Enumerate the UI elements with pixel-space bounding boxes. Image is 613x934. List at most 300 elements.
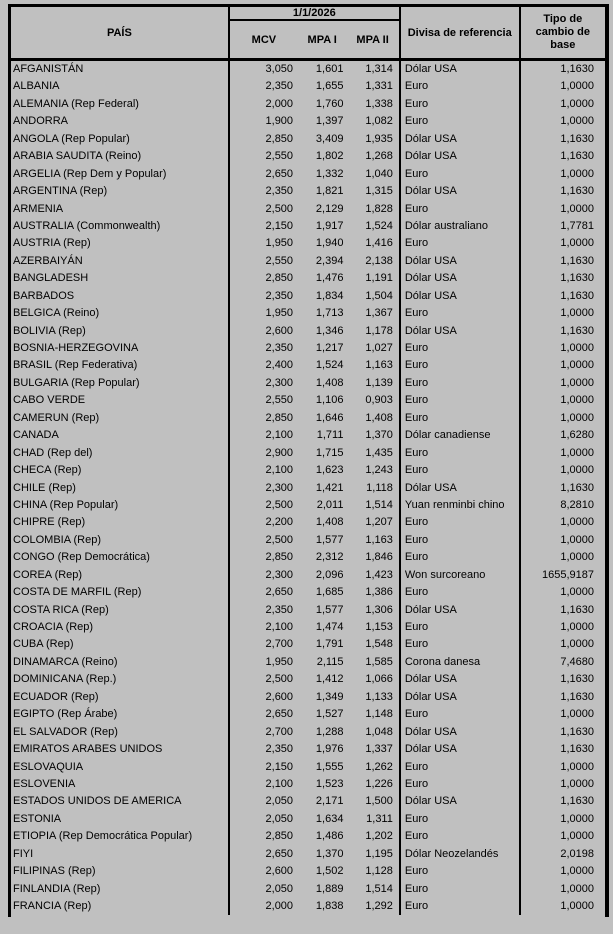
cell-mpa-i: 1,685 xyxy=(315,586,344,599)
cell-tipo-cambio: 1,0000 xyxy=(519,619,605,636)
cell-tipo-cambio: 1,1630 xyxy=(519,602,605,619)
cell-number-group xyxy=(228,549,399,566)
cell-tipo-cambio: 1,0000 xyxy=(519,584,605,601)
table-row xyxy=(11,497,605,514)
cell-number-group xyxy=(228,183,399,200)
cell-divisa: Dólar USA xyxy=(399,288,519,305)
cell-mpa-i: 2,011 xyxy=(316,498,344,511)
cell-number-group xyxy=(228,357,399,374)
cell-number-group xyxy=(228,270,399,287)
table-row xyxy=(11,619,605,636)
table-row xyxy=(11,881,605,898)
cell-mpa-i: 1,838 xyxy=(315,900,344,912)
cell-pais: BARBADOS xyxy=(13,289,75,302)
cell-pais: COSTA RICA (Rep) xyxy=(13,603,109,616)
cell-mpa-ii: 1,524 xyxy=(365,219,393,232)
cell-divisa: Dólar USA xyxy=(399,253,519,270)
cell-number-group xyxy=(228,445,399,462)
cell-pais: COSTA DE MARFIL (Rep) xyxy=(13,586,142,599)
cell-mpa-i: 1,577 xyxy=(315,533,344,546)
cell-tipo-cambio: 1,0000 xyxy=(519,706,605,723)
cell-mpa-ii: 1,202 xyxy=(365,830,393,843)
table-row xyxy=(11,584,605,601)
cell-number-group xyxy=(228,776,399,793)
table-row xyxy=(11,96,605,113)
table-row xyxy=(11,706,605,723)
cell-divisa: Euro xyxy=(399,340,519,357)
cell-divisa: Euro xyxy=(399,776,519,793)
cell-divisa: Euro xyxy=(399,898,519,915)
cell-mpa-ii: 1,314 xyxy=(365,63,393,75)
header-divisa: Divisa de referencia xyxy=(399,7,519,58)
cell-divisa: Euro xyxy=(399,235,519,252)
cell-mpa-i: 1,332 xyxy=(315,167,344,180)
header-date: 1/1/2026 xyxy=(230,7,399,21)
cell-mpa-ii: 1,846 xyxy=(365,551,393,564)
cell-pais: EL SALVADOR (Rep) xyxy=(13,725,118,738)
cell-pais: ESLOVAQUIA xyxy=(13,760,84,773)
cell-mpa-i: 1,408 xyxy=(315,376,344,389)
cell-pais: BANGLADESH xyxy=(13,272,89,285)
cell-mpa-ii: 1,027 xyxy=(365,342,393,354)
cell-mpa-ii: 1,435 xyxy=(365,446,393,459)
cell-tipo-cambio: 1,1630 xyxy=(519,288,605,305)
cell-mpa-i: 1,623 xyxy=(315,464,344,477)
cell-pais: AUSTRALIA (Commonwealth) xyxy=(13,219,161,232)
cell-divisa: Euro xyxy=(399,828,519,845)
cell-mpa-ii: 1,207 xyxy=(365,516,393,529)
cell-tipo-cambio: 1,1630 xyxy=(519,741,605,758)
cell-mpa-ii: 1,331 xyxy=(365,80,393,93)
cell-mpa-ii: 1,243 xyxy=(365,464,393,477)
rates-table xyxy=(8,4,609,917)
cell-mcv: 2,300 xyxy=(265,568,294,581)
cell-mpa-ii: 1,262 xyxy=(365,760,393,773)
cell-number-group xyxy=(228,567,399,584)
cell-divisa: Euro xyxy=(399,706,519,723)
cell-mpa-i: 1,889 xyxy=(315,882,344,895)
table-row xyxy=(11,148,605,165)
cell-mcv: 2,350 xyxy=(265,342,294,354)
cell-mpa-ii: 1,148 xyxy=(365,708,393,721)
cell-mpa-ii: 1,118 xyxy=(366,481,393,494)
cell-divisa: Euro xyxy=(399,549,519,566)
cell-mcv: 2,150 xyxy=(265,219,294,232)
cell-mpa-i: 1,917 xyxy=(315,219,344,232)
cell-mcv: 2,350 xyxy=(265,289,294,302)
cell-divisa: Dólar USA xyxy=(399,724,519,741)
table-row xyxy=(11,567,605,584)
cell-mpa-ii: 1,367 xyxy=(365,307,393,320)
table-row xyxy=(11,811,605,828)
cell-mpa-ii: 1,306 xyxy=(365,603,393,616)
cell-mpa-ii: 1,128 xyxy=(365,865,393,878)
cell-number-group xyxy=(228,654,399,671)
cell-pais: CROACIA (Rep) xyxy=(13,621,94,633)
header-date-group xyxy=(228,7,399,58)
cell-pais: ECUADOR (Rep) xyxy=(13,690,99,703)
cell-tipo-cambio: 1,0000 xyxy=(519,759,605,776)
cell-pais: ANDORRA xyxy=(13,115,69,128)
cell-tipo-cambio: 1,1630 xyxy=(519,793,605,810)
cell-divisa: Dólar USA xyxy=(399,689,519,706)
table-row xyxy=(11,392,605,409)
cell-pais: ARMENIA xyxy=(13,202,64,215)
table-row xyxy=(11,636,605,653)
header-pais: PAÍS xyxy=(106,26,132,39)
table-row xyxy=(11,253,605,270)
table-row xyxy=(11,410,605,427)
cell-tipo-cambio: 1,6280 xyxy=(519,427,605,444)
cell-tipo-cambio: 1,1630 xyxy=(519,689,605,706)
cell-pais: CHECA (Rep) xyxy=(13,464,82,477)
cell-pais: ESTADOS UNIDOS DE AMERICA xyxy=(13,795,182,808)
cell-number-group xyxy=(228,288,399,305)
table-row xyxy=(11,218,605,235)
header-mpa-i: MPA I xyxy=(307,33,337,46)
cell-tipo-cambio: 1,1630 xyxy=(519,480,605,497)
cell-number-group xyxy=(228,96,399,113)
table-row xyxy=(11,480,605,497)
cell-mpa-i: 1,791 xyxy=(315,638,344,651)
cell-number-group xyxy=(228,131,399,148)
cell-divisa: Euro xyxy=(399,584,519,601)
cell-pais: ALBANIA xyxy=(13,80,60,93)
cell-divisa: Dólar USA xyxy=(399,671,519,688)
cell-mpa-ii: 1,195 xyxy=(365,847,393,860)
cell-number-group xyxy=(228,462,399,479)
cell-pais: FILIPINAS (Rep) xyxy=(13,865,96,878)
cell-pais: ARGENTINA (Rep) xyxy=(13,185,108,198)
cell-mcv: 2,000 xyxy=(265,97,294,110)
cell-mcv: 1,950 xyxy=(265,655,294,668)
cell-mpa-ii: 1,500 xyxy=(365,795,393,808)
cell-mpa-i: 3,409 xyxy=(315,132,344,145)
cell-mcv: 2,550 xyxy=(265,254,294,267)
cell-mpa-ii: 1,514 xyxy=(365,498,393,511)
cell-mcv: 2,050 xyxy=(265,882,294,895)
cell-mcv: 2,600 xyxy=(265,324,294,337)
cell-divisa: Dólar Neozelandés xyxy=(399,846,519,863)
cell-tipo-cambio: 2,0198 xyxy=(519,846,605,863)
cell-number-group xyxy=(228,148,399,165)
table-row xyxy=(11,776,605,793)
table-row xyxy=(11,427,605,444)
cell-mpa-i: 1,412 xyxy=(315,673,344,686)
table-row xyxy=(11,602,605,619)
cell-mcv: 2,100 xyxy=(265,777,294,790)
table-row xyxy=(11,741,605,758)
cell-mpa-i: 1,634 xyxy=(315,812,344,825)
cell-mcv: 2,350 xyxy=(265,185,294,198)
cell-divisa: Dólar USA xyxy=(399,61,519,78)
cell-divisa: Dólar australiano xyxy=(399,218,519,235)
cell-mcv: 2,350 xyxy=(265,603,294,616)
cell-tipo-cambio: 1,0000 xyxy=(519,514,605,531)
table-row xyxy=(11,445,605,462)
cell-pais: FINLANDIA (Rep) xyxy=(13,882,101,895)
cell-divisa: Corona danesa xyxy=(399,654,519,671)
cell-mpa-i: 1,821 xyxy=(315,185,344,198)
cell-mpa-ii: 1,191 xyxy=(365,272,393,285)
table-row xyxy=(11,375,605,392)
cell-number-group xyxy=(228,392,399,409)
cell-tipo-cambio: 1,1630 xyxy=(519,131,605,148)
cell-mpa-i: 2,312 xyxy=(315,551,344,564)
cell-mpa-ii: 1,370 xyxy=(365,429,393,442)
cell-mpa-i: 1,476 xyxy=(315,272,344,285)
cell-mpa-i: 1,655 xyxy=(315,80,344,93)
table-row xyxy=(11,793,605,810)
cell-pais: CANADA xyxy=(13,429,59,442)
cell-number-group xyxy=(228,619,399,636)
cell-number-group xyxy=(228,305,399,322)
cell-divisa: Euro xyxy=(399,96,519,113)
cell-tipo-cambio: 1,0000 xyxy=(519,549,605,566)
cell-number-group xyxy=(228,235,399,252)
cell-mpa-i: 1,555 xyxy=(315,760,344,773)
cell-pais: CABO VERDE xyxy=(13,394,86,407)
cell-number-group xyxy=(228,61,399,78)
table-row xyxy=(11,863,605,880)
cell-pais: COLOMBIA (Rep) xyxy=(13,533,102,546)
cell-mcv: 2,650 xyxy=(265,847,294,860)
cell-tipo-cambio: 1,0000 xyxy=(519,776,605,793)
cell-number-group xyxy=(228,514,399,531)
cell-tipo-cambio: 1,0000 xyxy=(519,811,605,828)
cell-mpa-ii: 1,139 xyxy=(365,376,393,389)
cell-pais: BRASIL (Rep Federativa) xyxy=(13,359,138,372)
cell-mcv: 2,500 xyxy=(265,673,294,686)
cell-pais: BOSNIA-HERZEGOVINA xyxy=(13,342,139,354)
cell-mpa-i: 1,577 xyxy=(315,603,344,616)
cell-pais: AFGANISTÁN xyxy=(13,63,84,75)
cell-mcv: 2,650 xyxy=(265,708,294,721)
table-row xyxy=(11,671,605,688)
table-body xyxy=(11,61,605,917)
cell-mcv: 2,850 xyxy=(265,551,294,564)
cell-tipo-cambio: 1,0000 xyxy=(519,828,605,845)
cell-mpa-ii: 1,163 xyxy=(365,359,393,372)
table-row xyxy=(11,288,605,305)
table-row xyxy=(11,514,605,531)
cell-tipo-cambio: 1,0000 xyxy=(519,898,605,915)
cell-mpa-ii: 1,292 xyxy=(365,900,393,912)
cell-mpa-ii: 1,585 xyxy=(365,655,393,668)
table-row xyxy=(11,898,605,915)
cell-tipo-cambio: 1,1630 xyxy=(519,253,605,270)
cell-pais: AZERBAIYÁN xyxy=(13,254,83,267)
cell-mcv: 2,700 xyxy=(265,638,294,651)
cell-mcv: 2,150 xyxy=(265,760,294,773)
table-row xyxy=(11,357,605,374)
cell-divisa: Euro xyxy=(399,78,519,95)
cell-pais: FIYI xyxy=(13,847,34,860)
cell-mpa-i: 1,106 xyxy=(315,394,344,407)
cell-divisa: Euro xyxy=(399,201,519,218)
cell-divisa: Euro xyxy=(399,392,519,409)
table-row xyxy=(11,131,605,148)
cell-pais: AUSTRIA (Rep) xyxy=(13,237,91,250)
cell-mpa-i: 1,217 xyxy=(315,342,344,354)
cell-mcv: 2,100 xyxy=(265,429,294,442)
cell-number-group xyxy=(228,881,399,898)
cell-divisa: Euro xyxy=(399,619,519,636)
cell-pais: ETIOPIA (Rep Democrática Popular) xyxy=(13,830,193,843)
cell-pais: ESLOVENIA xyxy=(13,777,76,790)
cell-mcv: 2,050 xyxy=(265,812,294,825)
cell-tipo-cambio: 1,0000 xyxy=(519,462,605,479)
cell-number-group xyxy=(228,671,399,688)
cell-mpa-i: 1,397 xyxy=(315,115,344,128)
cell-divisa: Dólar USA xyxy=(399,741,519,758)
cell-number-group xyxy=(228,497,399,514)
cell-mcv: 2,650 xyxy=(265,586,294,599)
cell-mpa-i: 1,502 xyxy=(315,865,344,878)
cell-mpa-i: 1,408 xyxy=(315,516,344,529)
cell-pais: BULGARIA (Rep Popular) xyxy=(13,376,140,389)
table-row xyxy=(11,828,605,845)
table-row xyxy=(11,549,605,566)
cell-divisa: Euro xyxy=(399,532,519,549)
cell-mpa-ii: 1,082 xyxy=(365,115,393,128)
cell-mpa-ii: 1,040 xyxy=(365,167,393,180)
table-row xyxy=(11,183,605,200)
cell-mpa-i: 1,834 xyxy=(315,289,344,302)
cell-divisa: Euro xyxy=(399,113,519,130)
cell-number-group xyxy=(228,793,399,810)
cell-pais: CHAD (Rep del) xyxy=(13,446,93,459)
cell-mpa-i: 1,486 xyxy=(315,830,344,843)
cell-tipo-cambio: 1,0000 xyxy=(519,166,605,183)
cell-mpa-i: 1,802 xyxy=(315,150,344,163)
cell-number-group xyxy=(228,863,399,880)
cell-divisa: Euro xyxy=(399,863,519,880)
cell-divisa: Dólar canadiense xyxy=(399,427,519,444)
table-row xyxy=(11,305,605,322)
cell-number-group xyxy=(228,323,399,340)
cell-pais: DINAMARCA (Reino) xyxy=(13,655,118,668)
cell-divisa: Dólar USA xyxy=(399,270,519,287)
cell-number-group xyxy=(228,480,399,497)
cell-divisa: Euro xyxy=(399,514,519,531)
cell-mcv: 2,300 xyxy=(265,376,294,389)
cell-pais: CUBA (Rep) xyxy=(13,638,74,651)
cell-mcv: 2,700 xyxy=(265,725,294,738)
cell-mcv: 2,600 xyxy=(265,865,294,878)
cell-number-group xyxy=(228,427,399,444)
cell-divisa: Yuan renminbi chino xyxy=(399,497,519,514)
cell-pais: ESTONIA xyxy=(13,812,62,825)
cell-mcv: 2,850 xyxy=(265,830,294,843)
table-row xyxy=(11,113,605,130)
cell-tipo-cambio: 1,1630 xyxy=(519,323,605,340)
cell-mcv: 2,500 xyxy=(265,202,294,215)
cell-divisa: Dólar USA xyxy=(399,323,519,340)
cell-mcv: 1,950 xyxy=(265,307,294,320)
table-row xyxy=(11,724,605,741)
cell-mpa-i: 1,711 xyxy=(316,429,344,442)
cell-pais: ALEMANIA (Rep Federal) xyxy=(13,97,139,110)
cell-tipo-cambio: 1,0000 xyxy=(519,881,605,898)
cell-mcv: 2,500 xyxy=(265,498,294,511)
cell-mpa-i: 1,760 xyxy=(315,97,344,110)
cell-pais: ANGOLA (Rep Popular) xyxy=(13,132,130,145)
cell-mpa-ii: 1,416 xyxy=(365,237,393,250)
cell-mpa-i: 2,394 xyxy=(315,254,344,267)
cell-mpa-ii: 1,828 xyxy=(365,202,393,215)
cell-mpa-ii: 2,138 xyxy=(365,254,393,267)
cell-divisa: Euro xyxy=(399,410,519,427)
cell-number-group xyxy=(228,113,399,130)
cell-tipo-cambio: 1655,9187 xyxy=(519,567,605,584)
cell-tipo-cambio: 1,0000 xyxy=(519,375,605,392)
cell-divisa: Dólar USA xyxy=(399,183,519,200)
cell-mcv: 2,200 xyxy=(265,516,294,529)
cell-mpa-i: 1,527 xyxy=(315,708,344,721)
cell-tipo-cambio: 1,0000 xyxy=(519,113,605,130)
table-row xyxy=(11,340,605,357)
cell-pais: CHILE (Rep) xyxy=(13,481,76,494)
cell-number-group xyxy=(228,532,399,549)
cell-number-group xyxy=(228,724,399,741)
cell-mpa-ii: 1,337 xyxy=(365,743,393,756)
cell-divisa: Dólar USA xyxy=(399,480,519,497)
cell-number-group xyxy=(228,340,399,357)
cell-pais: CHINA (Rep Popular) xyxy=(13,498,119,511)
cell-number-group xyxy=(228,898,399,915)
cell-divisa: Dólar USA xyxy=(399,793,519,810)
cell-tipo-cambio: 8,2810 xyxy=(519,497,605,514)
cell-divisa: Euro xyxy=(399,166,519,183)
cell-mpa-ii: 1,408 xyxy=(365,411,393,424)
cell-mpa-ii: 1,514 xyxy=(365,882,393,895)
cell-pais: EGIPTO (Rep Árabe) xyxy=(13,708,118,721)
cell-tipo-cambio: 1,1630 xyxy=(519,183,605,200)
cell-mcv: 2,550 xyxy=(265,394,294,407)
cell-mcv: 2,050 xyxy=(265,795,294,808)
cell-tipo-cambio: 1,1630 xyxy=(519,148,605,165)
cell-tipo-cambio: 1,0000 xyxy=(519,96,605,113)
cell-divisa: Euro xyxy=(399,462,519,479)
cell-mpa-i: 2,096 xyxy=(315,568,344,581)
cell-mpa-i: 1,976 xyxy=(315,743,344,756)
table-row xyxy=(11,846,605,863)
table-row xyxy=(11,462,605,479)
cell-mcv: 2,900 xyxy=(265,446,294,459)
cell-mcv: 2,100 xyxy=(265,621,294,633)
cell-pais: COREA (Rep) xyxy=(13,568,83,581)
table-row xyxy=(11,323,605,340)
cell-divisa: Euro xyxy=(399,375,519,392)
cell-pais: ARGELIA (Rep Dem y Popular) xyxy=(13,167,167,180)
cell-number-group xyxy=(228,166,399,183)
table-row xyxy=(11,235,605,252)
cell-mpa-i: 1,524 xyxy=(315,359,344,372)
cell-tipo-cambio: 1,1630 xyxy=(519,671,605,688)
cell-mcv: 3,050 xyxy=(265,63,294,75)
table-row xyxy=(11,689,605,706)
cell-mpa-i: 1,421 xyxy=(315,481,344,494)
table-row xyxy=(11,759,605,776)
cell-mpa-i: 1,940 xyxy=(315,237,344,250)
cell-mpa-ii: 1,133 xyxy=(365,690,393,703)
cell-number-group xyxy=(228,741,399,758)
cell-mpa-ii: 1,268 xyxy=(365,150,393,163)
cell-tipo-cambio: 1,0000 xyxy=(519,532,605,549)
cell-mpa-ii: 1,048 xyxy=(365,725,393,738)
cell-number-group xyxy=(228,811,399,828)
